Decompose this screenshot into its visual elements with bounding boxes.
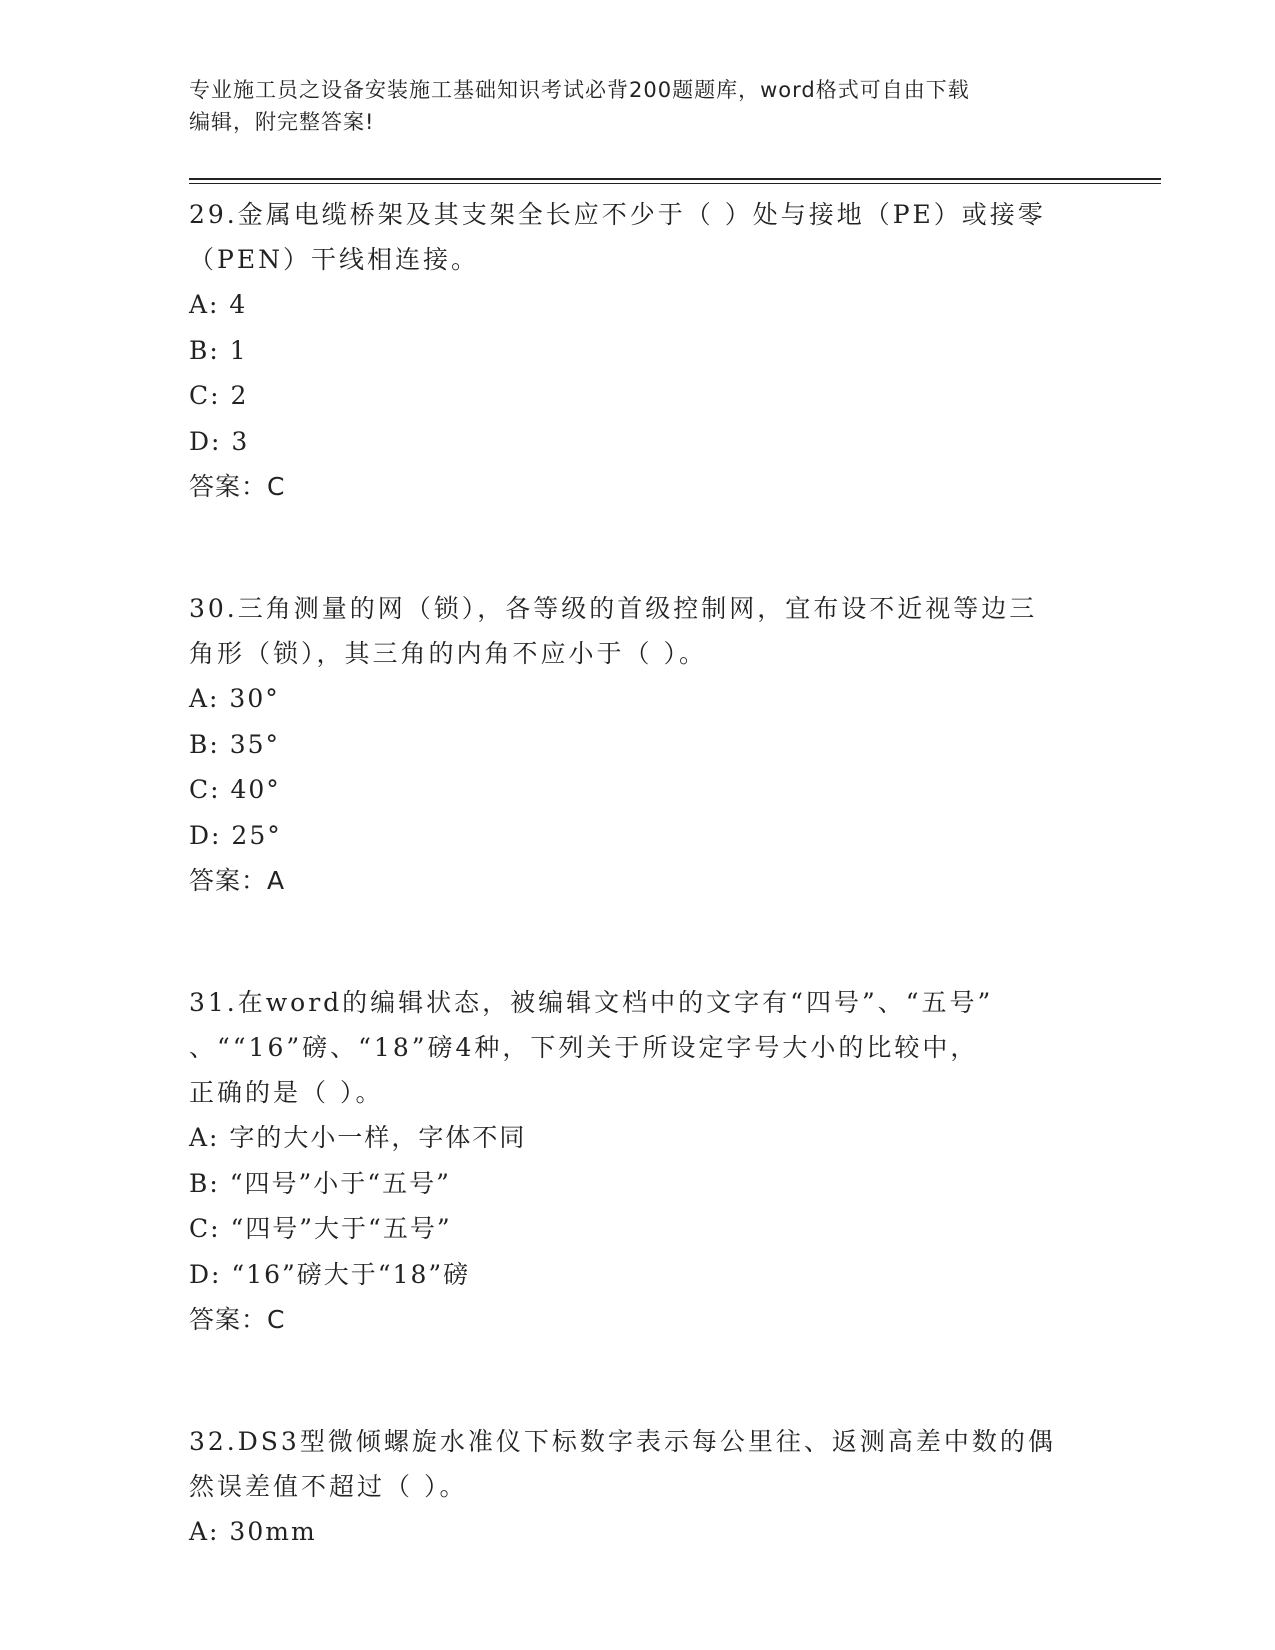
question-spacer (189, 1342, 1089, 1419)
question-stem-line: 30.三角测量的网（锁），各等级的首级控制网，宜布设不近视等边三 (189, 594, 1038, 623)
question-list (189, 192, 1089, 1555)
option-a: A: 30° (189, 684, 280, 713)
option-d: D: 3 (189, 426, 250, 456)
option-c: C: 2 (189, 381, 249, 410)
question-stem-line: 然误差值不超过（ ）。 (189, 1472, 468, 1501)
option-c: C: “四号”大于“五号” (189, 1214, 452, 1243)
question-stem-line: 、““16”磅、“18”磅4种，下列关于所设定字号大小的比较中， (189, 1033, 979, 1062)
option-a: A: 4 (189, 290, 248, 319)
option-b: B: “四号”小于“五号” (189, 1168, 451, 1198)
header-divider-thick (189, 178, 1161, 180)
option-d: D: “16”磅大于“18”磅 (189, 1259, 471, 1289)
option-b: B: 35° (189, 729, 281, 759)
question-stem-line: 角形（锁），其三角的内角不应小于（ ）。 (189, 639, 707, 668)
option-a: A: 字的大小一样，字体不同 (189, 1123, 527, 1152)
header-line-2: 编辑，附完整答案! (189, 110, 375, 134)
question-spacer (189, 903, 1089, 980)
document-header (189, 74, 1089, 138)
answer-label: 答案：C (189, 1305, 286, 1334)
option-a: A: 30mm (189, 1517, 317, 1546)
question-stem-line: （PEN）干线相连接。 (189, 245, 479, 274)
option-b: B: 1 (189, 335, 248, 365)
question-30 (189, 586, 1089, 903)
option-c: C: 40° (189, 775, 281, 804)
question-stem-line: 正确的是（ ）。 (189, 1078, 384, 1107)
question-32 (189, 1419, 1089, 1555)
header-divider-thin (189, 183, 1161, 184)
answer-label: 答案：A (189, 866, 286, 895)
question-31 (189, 980, 1089, 1342)
question-29 (189, 192, 1089, 509)
header-line-1: 专业施工员之设备安装施工基础知识考试必背200题题库，word格式可自由下载 (189, 78, 970, 102)
answer-label: 答案：C (189, 472, 286, 501)
question-stem-line: 31.在word的编辑状态，被编辑文档中的文字有“四号”、“五号” (189, 988, 994, 1017)
question-stem-line: 32.DS3型微倾螺旋水准仪下标数字表示每公里往、返测高差中数的偶 (189, 1427, 1056, 1456)
question-stem-line: 29.金属电缆桥架及其支架全长应不少于（ ）处与接地（PE）或接零 (189, 200, 1046, 229)
option-d: D: 25° (189, 820, 282, 850)
question-spacer (189, 509, 1089, 586)
